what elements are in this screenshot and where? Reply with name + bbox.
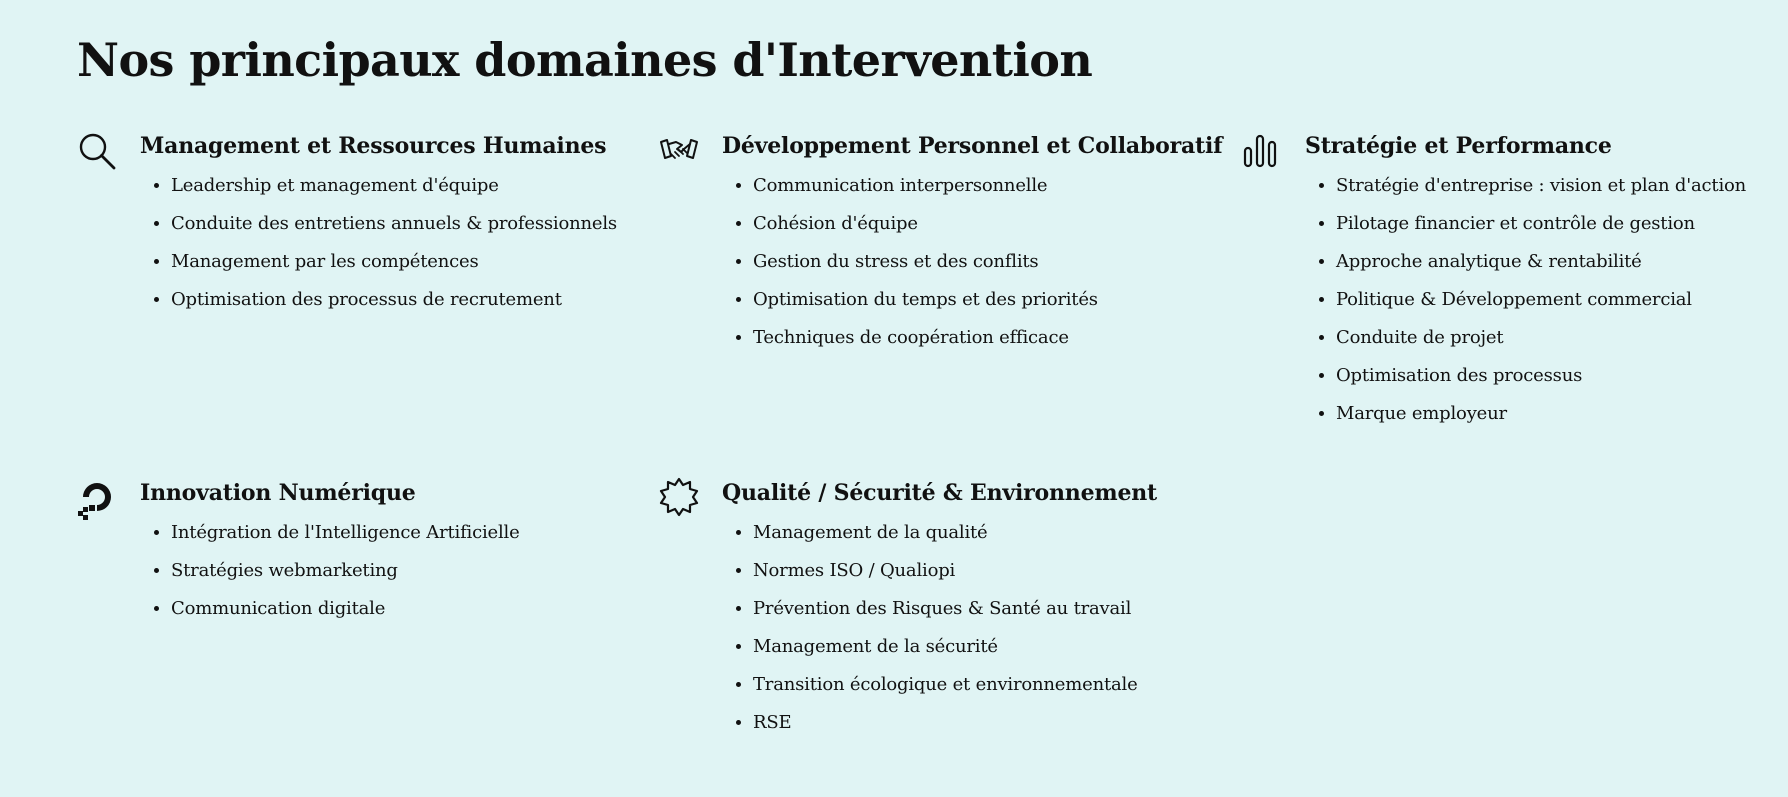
domain-card-strategie-performance [1242,130,1788,433]
domain-card-management-rh [77,130,637,319]
list-item: • Optimisation des processus de recrutement [171,281,637,319]
list-item: • Techniques de coopération efficace [753,319,1219,357]
domain-title: Développement Personnel et Collaboratif [722,133,1223,159]
list-item: • RSE [753,704,1219,742]
domain-card-developpement-personnel [659,130,1223,357]
domain-items-list [77,514,637,628]
list-item: • Transition écologique et environnementale [753,666,1219,704]
list-item: • Stratégie d'entreprise : vision et plan d'action [1336,167,1788,205]
list-item: • Communication digitale [171,590,637,628]
list-item: • Communication interpersonnelle [753,167,1219,205]
domain-title: Stratégie et Performance [1305,133,1612,159]
list-item: • Marque employeur [1336,395,1788,433]
domain-items-list [77,167,637,319]
list-item: • Cohésion d'équipe [753,205,1219,243]
list-item: • Optimisation du temps et des priorités [753,281,1219,319]
list-item: • Politique & Développement commercial [1336,281,1788,319]
certificate-badge-icon [659,477,699,521]
domain-title: Innovation Numérique [140,480,416,506]
list-item: • Approche analytique & rentabilité [1336,243,1788,281]
list-item: • Management par les compétences [171,243,637,281]
list-item: • Intégration de l'Intelligence Artificielle [171,514,637,552]
list-item: • Conduite de projet [1336,319,1788,357]
list-item: • Normes ISO / Qualiopi [753,552,1219,590]
bar-chart-icon [1242,130,1282,174]
list-item: • Gestion du stress et des conflits [753,243,1219,281]
domain-items-list [659,514,1219,742]
list-item: • Conduite des entretiens annuels & professionnels [171,205,637,243]
domain-card-qualite-securite [659,477,1219,742]
domain-items-list [659,167,1219,357]
domain-items-list [1242,167,1788,433]
list-item: • Prévention des Risques & Santé au travail [753,590,1219,628]
list-item: • Optimisation des processus [1336,357,1788,395]
list-item: • Pilotage financier et contrôle de gestion [1336,205,1788,243]
page-title: Nos principaux domaines d'Intervention [77,33,1093,87]
domain-title: Management et Ressources Humaines [140,133,607,159]
domain-card-innovation-numerique [77,477,637,628]
handshake-icon [659,130,699,174]
list-item: • Management de la qualité [753,514,1219,552]
list-item: • Stratégies webmarketing [171,552,637,590]
list-item: • Leadership et management d'équipe [171,167,637,205]
list-item: • Management de la sécurité [753,628,1219,666]
search-icon [77,130,117,174]
digital-ring-icon [77,477,117,521]
domain-title: Qualité / Sécurité & Environnement [722,480,1157,506]
